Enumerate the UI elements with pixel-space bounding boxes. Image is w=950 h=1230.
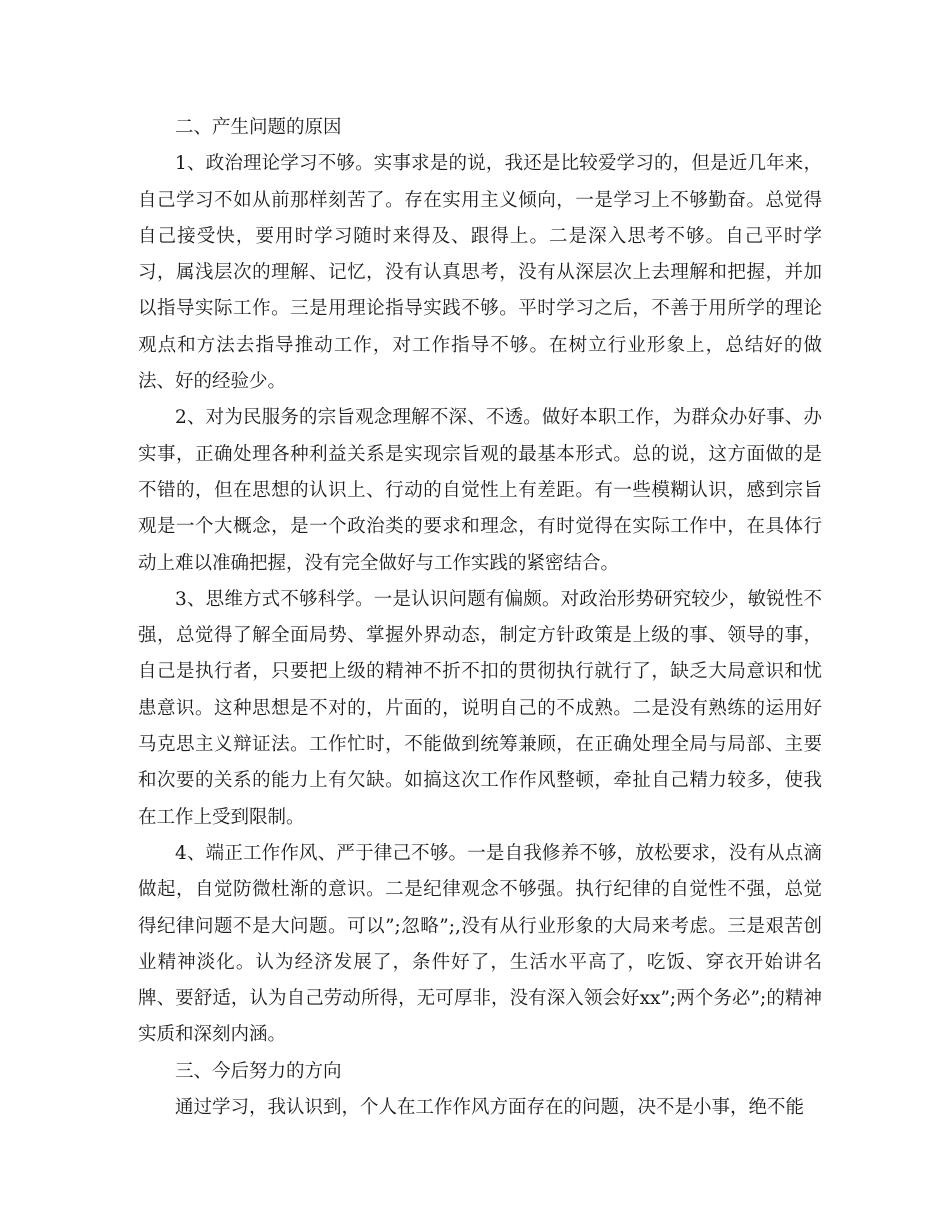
paragraph-service-purpose: 2、对为民服务的宗旨观念理解不深、不透。做好本职工作，为群众办好事、办实事，正确处理各种利益关系是实现宗旨观的最基本形式。总的说，这方面做的是不错的，但在思想的认识上、行动的自觉性上有差距。有一些模糊认识，感到宗旨观是一个大概念，是一个政治类的要求和理念，有时觉得在实际工作中，在具体行动上难以准确把握，没有完全做好与工作实践的紧密结合。: [138, 407, 822, 574]
paragraph-work-style: 4、端正工作作风、严于律己不够。一是自我修养不够，放松要求，没有从点滴做起，自觉防微杜渐的意识。二是纪律观念不够强。执行纪律的自觉性不强，总觉得纪律问题不是大问题。可以”;忽略”;,没有从行业形象的大局来考虑。三是艰苦创业精神淡化。认为经济发展了，条件好了，生活水平高了，吃饭、穿衣开始讲名牌、要舒适，认为自己劳动所得，无可厚非，没有深入领会好xx”;两个务必”;的精神实质和深刻内涵。: [138, 842, 822, 1046]
paragraph-theory-study: 1、政治理论学习不够。实事求是的说，我还是比较爱学习的，但是近几年来，自己学习不如从前那样刻苦了。存在实用主义倾向，一是学习上不够勤奋。总觉得自己接受快，要用时学习随时来得及、跟得上。二是深入思考不够。自己平时学习，属浅层次的理解、记忆，没有认真思考，没有从深层次上去理解和把握，并加以指导实际工作。三是用理论指导实践不够。平时学习之后，不善于用所学的理论观点和方法去指导推动工作，对工作指导不够。在树立行业形象上，总结好的做法、好的经验少。: [138, 153, 822, 393]
document-body: [138, 110, 822, 1126]
section-heading-direction: 三、今后努力的方向: [175, 1060, 342, 1082]
paragraph-conclusion-start: 通过学习，我认识到，个人在工作作风方面存在的问题，决不是小事，绝不能: [175, 1097, 805, 1119]
paragraph-thinking-method: 3、思维方式不够科学。一是认识问题有偏颇。对政治形势研究较少，敏锐性不强，总觉得了解全面局势、掌握外界动态，制定方针政策是上级的事、领导的事，自己是执行者，只要把上级的精神不折不扣的贯彻执行就行了，缺乏大局意识和忧患意识。这种思想是不对的，片面的，说明自己的不成熟。二是没有熟练的运用好马克思主义辩证法。工作忙时，不能做到统筹兼顾，在正确处理全局与局部、主要和次要的关系的能力上有欠缺。如搞这次工作作风整顿，牵扯自己精力较多，使我在工作上受到限制。: [138, 588, 822, 828]
section-heading-causes: 二、产生问题的原因: [175, 117, 342, 138]
